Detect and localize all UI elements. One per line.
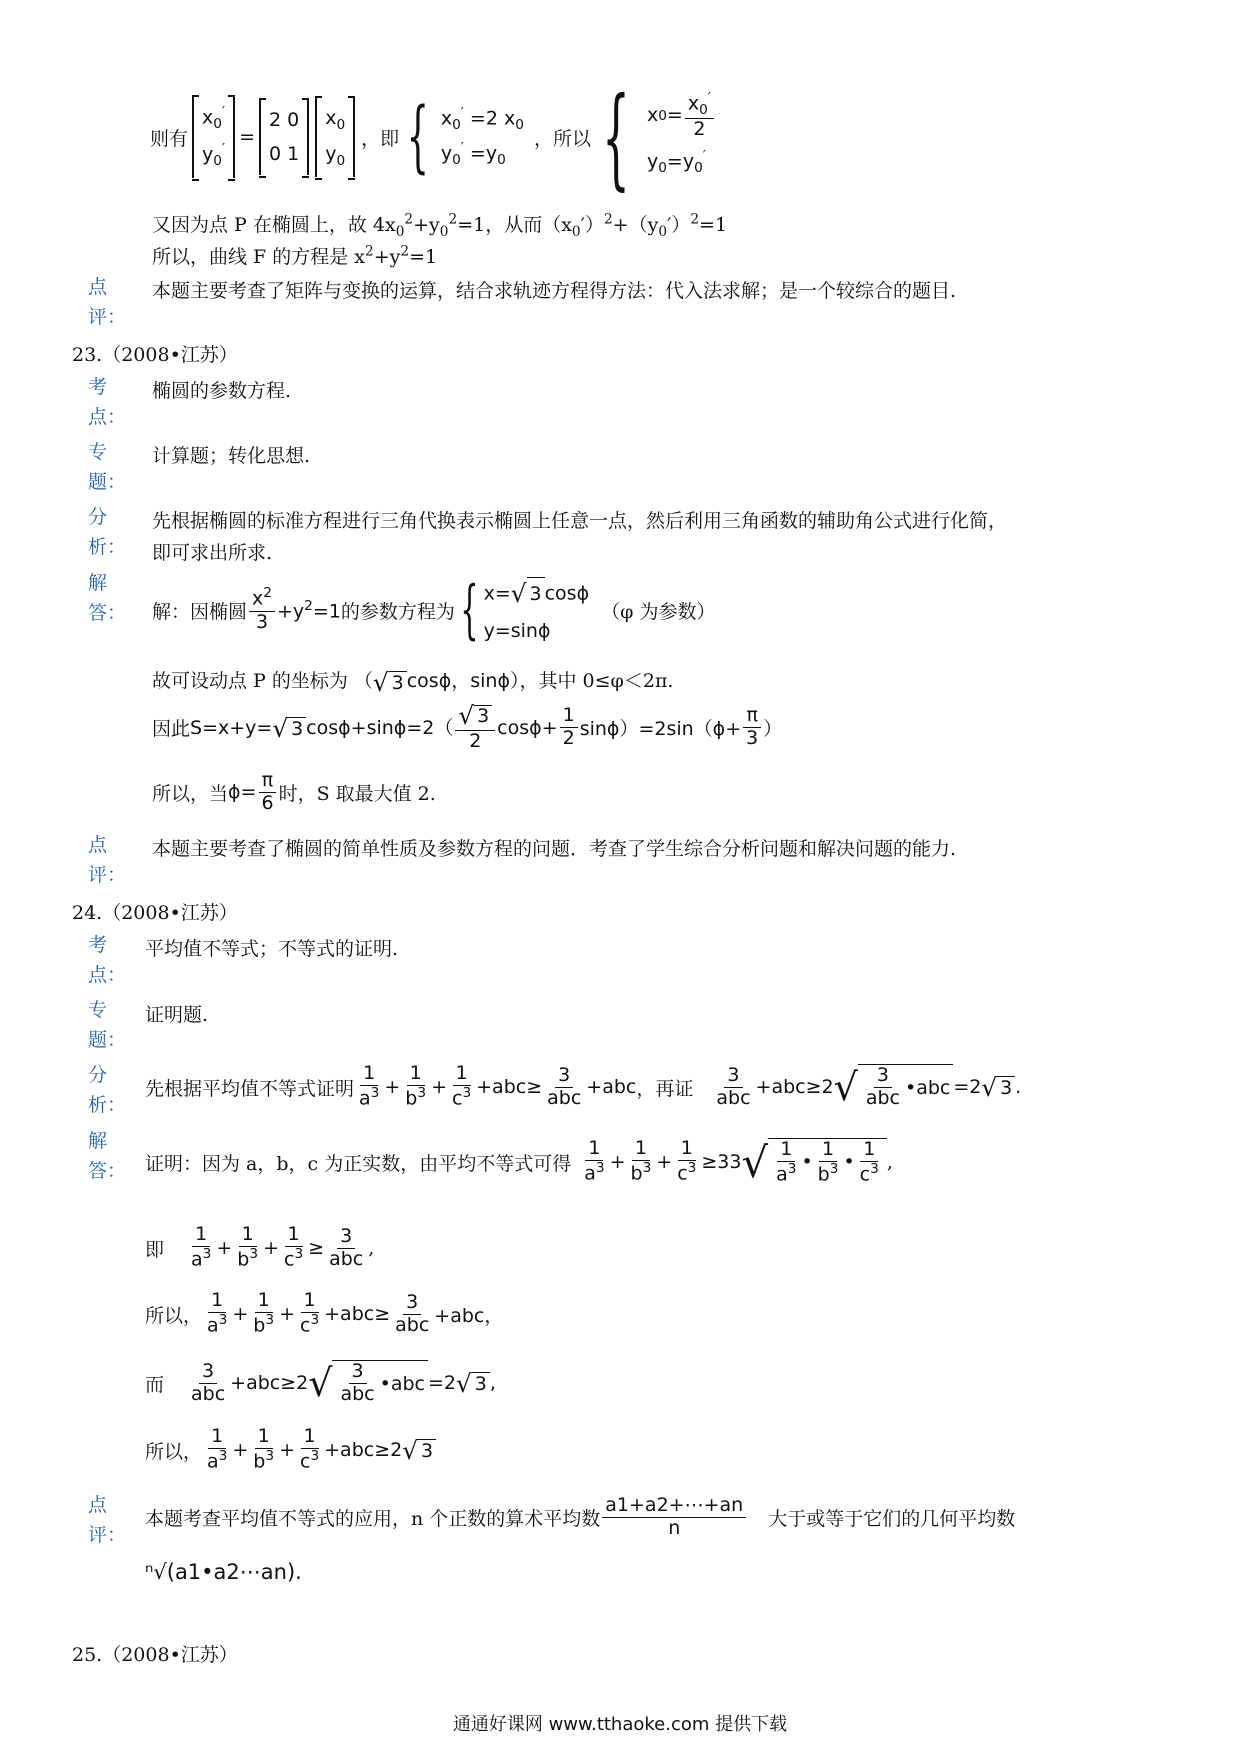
fenxi-line-2: 即可求出所求. [152,542,273,564]
zhuanti-label: 专 题： [88,441,127,493]
review-text-23: 本题主要考查了椭圆的简单性质及参数方程的问题．考查了学生综合分析问题和解决问题的能力. [152,838,957,860]
solution-24-line-5: 所以， $\frac{1}{a^3}$ + $\frac{1}{b^3}$ + $\frac{1}{c^3}$ +abc≥2 √ 3 [145,1420,436,1480]
review-label: 点 评： [88,276,127,328]
zhuanti-text: 计算题；转化思想. [152,445,311,467]
geometric-mean-expr: ⁿ√(a1•a2⋯an). [145,1560,302,1584]
kaodian-label: 考 点： [88,376,127,428]
jieda-label: 解 答： [88,572,127,624]
matrix-equation-line: 则有 $x_0'$ $y_0'$ = 2 0 0 1 $x_0$ $y_0$ ，即 { $x_0' =2$ $x_0$ $y_0' =y_0$ ，所以 { x 0 = $\frac{x_0'}{2}$ $y_0=y_0'$ [150,72,716,202]
vector-lhs: $x_0'$ $y_0'$ [192,96,235,178]
fenxi-line-1: 先根据椭圆的标准方程进行三角代换表示椭圆上任意一点，然后利用三角函数的辅助角公式进行化简， [152,510,1008,532]
jieda-label-24: 解 答： [88,1130,127,1182]
fenxi-label: 分 析： [88,506,127,558]
solution-line-1: 解：因椭圆 $\frac{x^2}{3}$ $+y^2=1$ 的参数方程为 { x= √ 3 cosϕ y=sinϕ （φ 为参数） [152,573,716,647]
question-header-24: 24.（2008•江苏） [72,902,238,924]
solution-line-2: 故可设动点 P 的坐标为 （ √ 3 cosϕ，sinϕ），其中 0≤φ＜2π. [152,667,674,697]
connector-text-2: ，所以 [533,127,591,150]
equals-sign: = [239,126,255,148]
curve-equation-line: 所以，曲线 F 的方程是 $x^2+y^2=1$ [152,243,438,268]
page-footer: 通通好课网 www.tthaoke.com 提供下载 [452,1714,788,1735]
solution-line-3: 因此 S=x+y= √ 3 cosϕ+sinϕ=2（ √ 3 2 cosϕ+ $\frac{1}{2}$ sinϕ）=2sin（ϕ+ $\frac{\pi}{3}$ ） [152,701,783,753]
kaodian-text: 椭圆的参数方程. [152,380,292,402]
connector-text: ，即 [361,127,400,150]
solution-24-line-4: 而 $\frac{3}{\text{abc}}$ +abc≥2 √ $\frac{3}{\text{abc}}$ •abc =2 √ 3 , [145,1359,496,1405]
kaodian-text-24: 平均值不等式；不等式的证明. [145,938,399,960]
question-header-25: 25.（2008•江苏） [72,1644,238,1666]
solution-24-line-2: 即 $\frac{1}{a^3}$ + $\frac{1}{b^3}$ + $\frac{1}{c^3}$ ≥ $\frac{3}{\text{abc}}$ , [145,1223,375,1271]
zhuanti-label-24: 专 题： [88,999,127,1051]
review-label-23: 点 评： [88,834,127,886]
solution-line-4: 所以，当 ϕ= $\frac{\pi}{6}$ 时，S 取最大值 2. [152,769,436,814]
vector-rhs: $x_0$ $y_0$ [315,97,355,178]
zhuanti-text-24: 证明题. [145,1004,209,1026]
question-header-23: 23.（2008•江苏） [72,344,238,366]
fenxi-line-24: 先根据平均值不等式证明 $\frac{1}{a^3}$ + $\frac{1}{b^3}$ + $\frac{1}{c^3}$ +abc≥ $\frac{3}{\text{abc}}$ +abc ，再证 $\frac{3}{\text{abc}}$ +abc≥2 √ $\frac{3}{\text{abc}}$ •abc =2 √ 3 . [145,1062,1022,1110]
solution-24-line-3: 所以， $\frac{1}{a^3}$ + $\frac{1}{b^3}$ + $\frac{1}{c^3}$ +abc≥ $\frac{3}{\text{abc}}$ +abc， [145,1289,504,1337]
review-line-24: 本题考查平均值不等式的应用，n 个正数的算术平均数 $\frac{a1+a2+\cdots+an}{n}$ 大于或等于它们的几何平均数 [145,1493,1016,1539]
transform-matrix: 2 0 0 1 [259,99,309,175]
system-1: $x_0' =2$ $x_0$ $y_0' =y_0$ [440,104,524,169]
ellipse-condition-line: 又因为点 P 在椭圆上，故 $4x_0^2+y_0^2=1$，从而$(x_0')^2+(y_0')^2=1$ [152,211,728,240]
review-text: 本题主要考查了矩阵与变换的运算，结合求轨迹方程得方法：代入法求解；是一个较综合的题目. [152,280,957,302]
kaodian-label-24: 考 点： [88,934,127,986]
system-2: x 0 = $\frac{x_0'}{2}$ $y_0=y_0'$ [647,91,716,184]
solution-24-line-1: 证明：因为 a，b，c 为正实数，由平均不等式可得 $\frac{1}{a^3}$ + $\frac{1}{b^3}$ + $\frac{1}{c^3}$ ≥3 3 √ $\frac{1}{a^3}$ • $\frac{1}{b^3}$ • $\frac{1}{c^3}$ , [145,1137,893,1187]
fenxi-label-24: 分 析： [88,1064,127,1116]
prefix-text: 则有 [150,127,189,150]
review-label-24: 点 评： [88,1494,127,1546]
